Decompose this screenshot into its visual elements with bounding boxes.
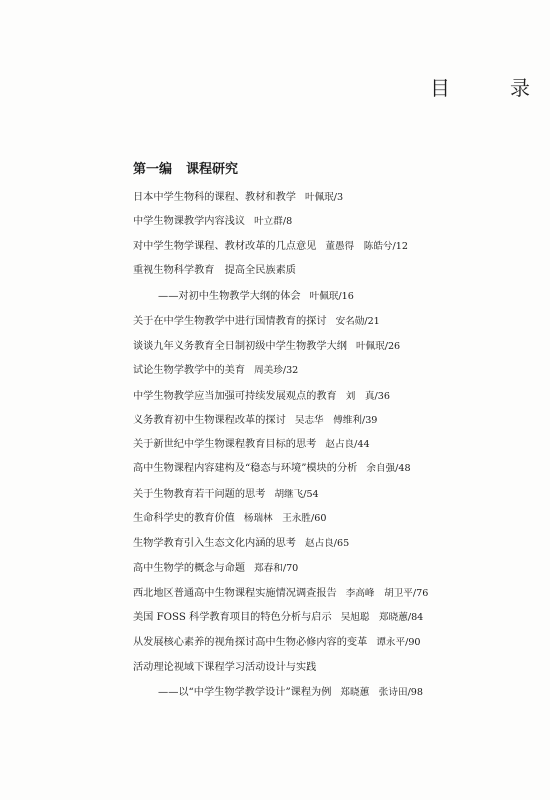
entry-page: /70 <box>282 563 299 574</box>
entry-page: /8 <box>282 216 293 227</box>
entry-page: /90 <box>405 637 421 648</box>
entry-page: /65 <box>333 538 350 549</box>
entry-authors: 吴志华 傅维利 <box>294 415 362 426</box>
entry-title: 中学生物教学应当加强可持续发展观点的教育 <box>133 391 337 402</box>
entry-title: 谈谈九年义务教育全日制初级中学生物教学大纲 <box>133 341 347 352</box>
entry-title: 生物学教育引入生态文化内涵的思考 <box>133 538 296 549</box>
entry-authors: 郑晓蕙 张诗田 <box>340 687 408 698</box>
entry-authors: 叶立群 <box>254 216 283 227</box>
entry-authors: 杨瑞林 王永胜 <box>243 513 312 524</box>
toc-entry <box>158 290 354 304</box>
entry-authors: 余自强 <box>366 463 396 474</box>
entry-title: 日本中学生物科的课程、教材和教学 <box>133 192 296 203</box>
entry-authors: 吴旭聪 郑晓蕙 <box>340 612 408 623</box>
toc-entry <box>133 661 316 675</box>
toc-entry <box>133 587 428 601</box>
toc-entry <box>133 636 421 650</box>
entry-page: /98 <box>407 687 424 698</box>
toc-entry <box>133 562 298 576</box>
toc-entry <box>133 215 292 229</box>
toc-entry <box>133 488 319 502</box>
entry-authors: 董愚得 陈皓兮 <box>325 241 393 252</box>
entry-page: /12 <box>392 241 408 252</box>
entry-title: 关于在中学生物教学中进行国情教育的探讨 <box>133 316 327 327</box>
entry-title: 美国 FOSS 科学教育项目的特色分析与启示 <box>133 612 332 623</box>
entry-title: 活动理论视域下课程学习活动设计与实践 <box>133 662 317 673</box>
entry-page: /32 <box>282 365 299 376</box>
toc-entry <box>133 611 423 625</box>
toc-entry <box>133 512 326 526</box>
entry-title: 重视生物科学教育 提高全民族素质 <box>133 265 296 276</box>
entry-authors: 叶佩珉 <box>305 192 334 203</box>
entry-page: /54 <box>303 489 319 500</box>
toc-entry <box>133 191 343 205</box>
entry-title: 试论生物学教学中的美育 <box>133 365 246 376</box>
toc-entry <box>133 364 298 378</box>
entry-page: /16 <box>338 291 354 302</box>
section-heading <box>133 158 238 177</box>
entry-authors: 谭永平 <box>376 637 406 648</box>
toc-entry <box>133 438 370 452</box>
entry-authors: 周美珍 <box>254 365 283 376</box>
entry-authors: 刘 真 <box>345 391 375 402</box>
entry-page: /26 <box>384 341 401 352</box>
entry-authors: 叶佩珉 <box>355 341 385 352</box>
entry-title: 高中生物学的概念与命题 <box>133 563 246 574</box>
entry-title: 关于生物教育若干问题的思考 <box>133 489 266 500</box>
entry-authors: 赵占良 <box>305 538 334 549</box>
entry-page: /84 <box>407 612 424 623</box>
entry-page: /60 <box>311 513 327 524</box>
entry-authors: 胡继飞 <box>274 489 304 500</box>
entry-title: 对中学生物学课程、教材改革的几点意见 <box>133 241 317 252</box>
entry-page: /36 <box>374 391 390 402</box>
entry-page: /76 <box>412 588 429 599</box>
entry-authors: 赵占良 <box>325 439 355 450</box>
section-name: 课程研究 <box>186 162 239 177</box>
entry-title: 中学生物课教学内容浅议 <box>133 216 246 227</box>
entry-page: /48 <box>395 463 411 474</box>
entry-title: 高中生物课程内容建构及“稳态与环境”模块的分析 <box>133 463 358 474</box>
toc-entry <box>158 686 423 700</box>
toc-entry <box>133 414 377 428</box>
entry-authors: 叶佩珉 <box>309 291 339 302</box>
toc-entry <box>133 340 400 354</box>
entry-title: 义务教育初中生物课程改革的探讨 <box>133 415 286 426</box>
entry-page: /39 <box>361 415 378 426</box>
entry-page: /21 <box>364 316 380 327</box>
toc-entry <box>133 462 411 476</box>
entry-title: ——对初中生物教学大纲的体会 <box>158 291 301 302</box>
toc-entry <box>133 240 408 254</box>
entry-title: 生命科学史的教育价值 <box>133 513 235 524</box>
entry-title: ——以“中学生物学教学设计”课程为例 <box>158 687 332 698</box>
entry-page: /3 <box>333 192 344 203</box>
entry-title: 从发展核心素养的视角探讨高中生物必修内容的变革 <box>133 637 368 648</box>
page-title: 目 录 <box>430 76 550 100</box>
entry-title: 西北地区普通高中生物课程实施情况调查报告 <box>133 588 337 599</box>
entry-title: 关于新世纪中学生物课程教育目标的思考 <box>133 439 317 450</box>
toc-entry <box>133 264 296 278</box>
section-number: 第一编 <box>133 162 173 177</box>
entry-authors: 郑春和 <box>254 563 283 574</box>
toc-entry <box>133 390 390 404</box>
entry-authors: 李高峰 胡卫平 <box>345 588 413 599</box>
toc-entry <box>133 537 349 551</box>
entry-authors: 安名勋 <box>335 316 365 327</box>
entry-page: /44 <box>354 439 370 450</box>
toc-entry <box>133 315 380 329</box>
